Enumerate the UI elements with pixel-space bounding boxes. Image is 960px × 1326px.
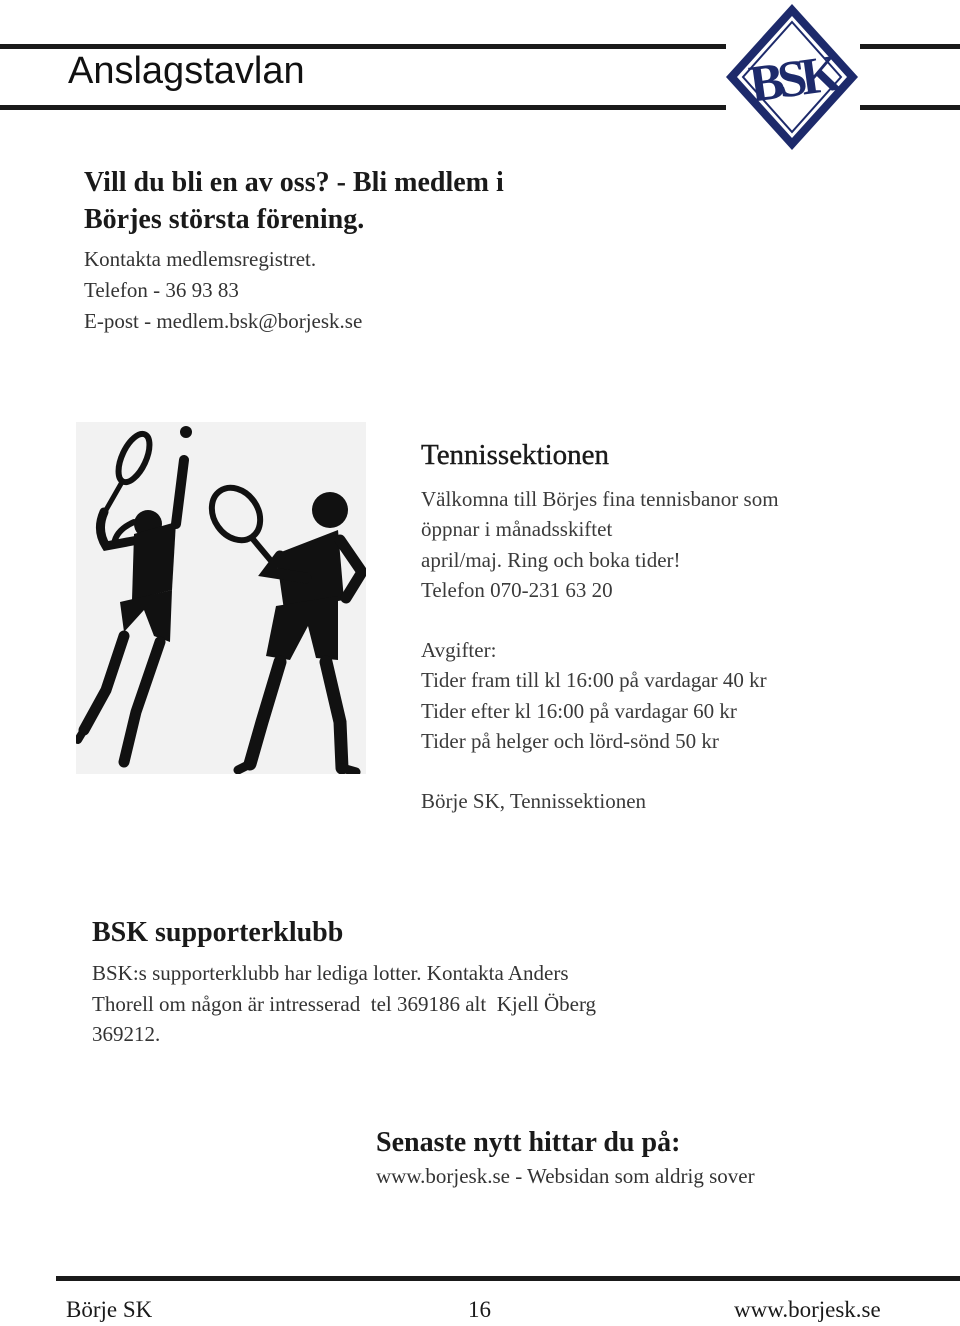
membership-phone: Telefon - 36 93 83 xyxy=(84,278,239,302)
header-bottom-rule xyxy=(0,105,726,110)
header-bottom-rule-right xyxy=(860,105,960,110)
membership-heading xyxy=(84,164,644,238)
membership-email: E-post - medlem.bsk@borjesk.se xyxy=(84,309,363,333)
tennis-intro-line: öppnar i månadsskiftet xyxy=(421,517,613,542)
tennis-phone: Telefon 070-231 63 20 xyxy=(421,577,613,602)
membership-contact: Kontakta medlemsregistret. xyxy=(84,247,317,271)
page-number: 16 xyxy=(468,1297,491,1322)
tennis-fees-label: Avgifter: xyxy=(421,638,497,663)
tennis-signature: Börje SK, Tennissektionen xyxy=(421,789,647,814)
news-heading: Senaste nytt hittar du på: xyxy=(376,1127,681,1158)
membership-heading-line1: Vill du bli en av oss? - Bli medlem i xyxy=(84,167,504,198)
membership-notice xyxy=(84,164,644,337)
tennis-intro-line: april/maj. Ring och boka tider! xyxy=(421,547,681,572)
latest-news-section xyxy=(376,1124,936,1191)
tennis-heading: Tennissektionen xyxy=(421,439,610,471)
membership-heading-line2: Börjes största förening. xyxy=(84,204,365,235)
footer-rule xyxy=(56,1276,960,1281)
supporter-text-line: 369212. xyxy=(92,1022,161,1046)
bsk-logo xyxy=(724,2,860,152)
tennis-fee-item: Tider efter kl 16:00 på vardagar 60 kr xyxy=(421,698,737,723)
header-top-rule xyxy=(0,44,726,49)
supporter-club-section xyxy=(92,914,712,1050)
footer-left: Börje SK xyxy=(66,1297,153,1322)
header-top-rule-right xyxy=(860,44,960,49)
spacer xyxy=(421,605,941,635)
tennis-fee-item: Tider fram till kl 16:00 på vardagar 40 kr xyxy=(421,668,767,693)
website-link[interactable]: www.borjesk.se - Websidan som aldrig sover xyxy=(376,1164,755,1188)
tennis-players-illustration xyxy=(76,422,366,774)
logo-monogram: BSK xyxy=(745,45,839,114)
supporter-text-line: BSK:s supporterklubb har lediga lotter. Kontakta Anders xyxy=(92,961,569,985)
supporter-text-line: Thorell om någon är intresserad tel 369186 alt Kjell Öberg xyxy=(92,991,597,1016)
footer-website[interactable]: www.borjesk.se xyxy=(734,1297,881,1322)
tennis-fee-item: Tider på helger och lörd-sönd 50 kr xyxy=(421,729,719,754)
tennis-section xyxy=(421,436,941,817)
spacer xyxy=(421,756,941,786)
supporter-heading: BSK supporterklubb xyxy=(92,917,344,948)
page-title: Anslagstavlan xyxy=(68,50,305,92)
tennis-intro-line: Välkomna till Börjes fina tennisbanor som xyxy=(421,487,779,511)
